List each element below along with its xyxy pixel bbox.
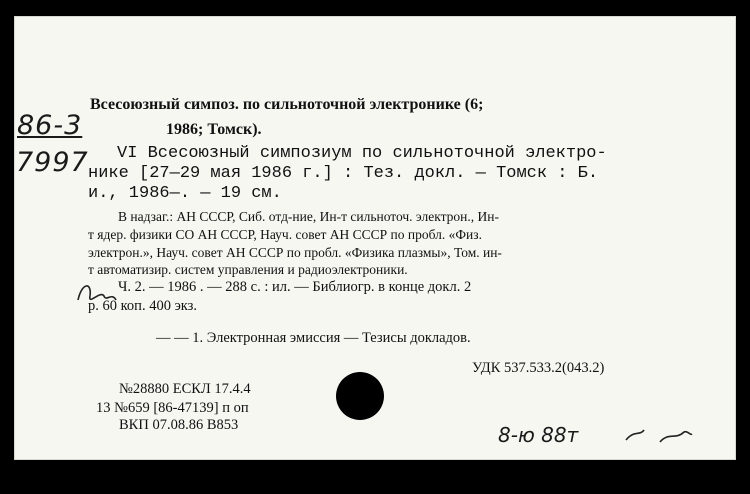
subject-heading: — — 1. Электронная эмиссия — Тезисы докладов. (156, 330, 471, 346)
notes-line4: т автоматизир. систем управления и радиоэлектроники. (88, 262, 408, 277)
notes-line2: т ядер. физики СО АН СССР, Науч. совет АН СССР по пробл. «Физ. (88, 227, 482, 242)
registry-line1: №28880 ЕСКЛ 17.4.4 (119, 381, 251, 397)
card-heading-line2: 1986; Томск). (166, 121, 262, 138)
registry-line2: 13 №659 [86-47139] п оп (96, 400, 249, 416)
punch-hole (336, 372, 384, 420)
notes-line1: В надзаг.: АН СССР, Сиб. отд-ние, Ин-т сильноточ. электрон., Ин- (118, 209, 499, 224)
handwritten-date: 8-ю 88т (498, 423, 579, 447)
registry-line3: ВКП 07.08.86 В853 (119, 417, 239, 433)
volume-line1: Ч. 2. — 1986 . — 288 с. : ил. — Библиогр. в конце докл. 2 (118, 279, 472, 295)
title-line1: VI Всесоюзный симпозиум по сильноточной электро- (117, 144, 607, 163)
shelf-mark-top: 86-3 (17, 110, 83, 141)
shelf-mark-bottom: 7997 (16, 147, 89, 178)
card-heading-line1: Всесоюзный симпоз. по сильноточной электронике (6; (90, 96, 484, 113)
title-line2: нике [27—29 мая 1986 г.] : Тез. докл. — Томск : Б. (88, 164, 599, 183)
title-line3: и., 1986—. — 19 см. (88, 184, 282, 203)
udc-code: УДК 537.533.2(043.2) (472, 360, 605, 376)
volume-line2: р. 60 коп. 400 экз. (88, 298, 197, 314)
notes-line3: электрон.», Науч. совет АН СССР по пробл. «Физика плазмы», Том. ин- (88, 245, 502, 260)
